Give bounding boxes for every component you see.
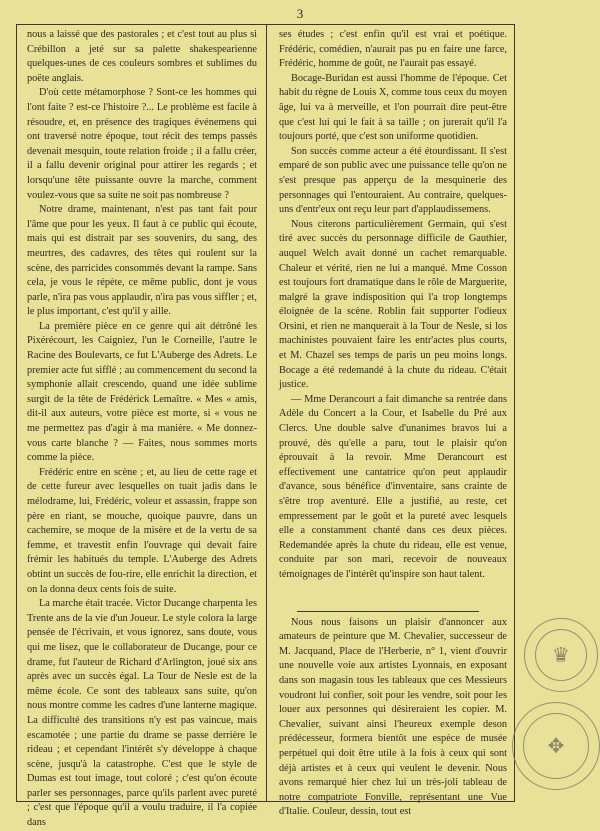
paragraph: nous a laissé que des pastorales ; et c'est tout au plus si Crébillon a jeté sur sa palette shakespearienne quelques-unes de ces couleurs sombres et sublimes du poëte anglais. — [27, 29, 257, 84]
paragraph: Nous citerons particulièrement Germain, qui s'est tiré avec succès du personnage difficile de Gauthier, auquel Welch avait donné un cachet remarquable. Chaleur et vérité, rien ne lui a manqué. Mme Cosson est toujours fort dramatique dans le rôle de Marguerite, malgré la grave indisposition qui l'a trop longtemps éloignée de la scène. Roblin fait supporter l'odieux Orsini, et rien ne manquerait à la Tour de Nesle, si los machinistes pouvaient faire les entr'actes plus courts, et M. Chazel ses temps de paris un peu moins longs. Bocage a été redemandé à la chute du rideau. C'était justice. — [279, 218, 507, 391]
paragraph: Bocage-Buridan est aussi l'homme de l'époque. Cet habit du règne de Louis X, comme tous ceux du moyen âge, lui va à merveille, et l'on pourrait dire peut-être que c'est lui qui le fait à sa taille ; on jurerait qu'il l'a toujours porté, que c'est son uniforme quotidien. — [279, 72, 507, 143]
paragraph: La marche était tracée. Victor Ducange charpenta les Trente ans de la vie d'un Joueur. Le style colora la large pensée de l'écrivain, et vous ignorez, sans doute, vous qui me lisez, que le collaborateur de Ducange, pour ce drame, fut l'auteur de Richard d'Arlington, joué six ans après avec un succès égal. La Tour de Nesle est de la même école. Ce sont des tableaux sans suite, qu'on nous montre comme les cadres d'une lanterne magique. La difficulté des transitions n'y est pas vaincue, mais escamotée ; une partie du drame se passe derrière le rideau ; et cependant l'intérêt s'y développe à chaque scène, jusqu'à la catastrophe. C'est que le style de Dumas est tout image, tout coloré ; c'est qu'on écoute parler ses personnages, parce qu'ils parlent avec pureté ; c'est que l'époque qu'il a voulu traduire, il l'a copiée dans — [27, 598, 257, 829]
newspaper-frame — [16, 24, 515, 829]
timbre-stamp-2 — [512, 702, 600, 790]
paragraph: D'où cette métamorphose ? Sont-ce les hommes qui l'ont faite ? est-ce l'histoire ?... Le problème est facile à résoudre, et, en présence des tragiques événemens qui ont traversé notre époque, tout récit des temps passés devenait mesquin, toute relation froide ; il a fallu créer, il a fallu devenir original pour attirer les regards ; et lorsqu'une tête puissante ouvre la marche, comment voulez-vous que sa suite ne soit pas nombreuse ? — [27, 87, 257, 201]
notice-paragraph: Nous nous faisons un plaisir d'annoncer aux amateurs de peinture que M. Chevalier, successeur de M. Jacquand, Place de l'Herberie, n° 1, vient d'ouvrir une nouvelle voie aux artistes Lyonnais, en exposant dans son magasin tous les tableaux que ces Messieurs voudront lui confier, soit pour les vendre, soit pour les louer aux personnes qui désireraient les copier. M. Chevalier, suivant ainsi l'heureux exemple deson prédécesseur, formera bientôt une espèce de musée perpétuel qui doit être utile à la fois à ceux qui sont déjà artistes et à ceux qui veulent le devenir. Nous avons remarqué hier chez lui un très-joli tableau de notre compatriote Fonville, représentant une Vue d'Italie. Couleur, dessin, tout est — [279, 616, 507, 818]
column-divider — [266, 25, 267, 801]
timbre-stamp-1 — [524, 618, 598, 692]
right-column — [279, 28, 507, 820]
crown-icon: ♛ — [552, 644, 570, 667]
page-number: 3 — [296, 6, 304, 21]
section-separator — [297, 591, 479, 612]
eagle-icon: ✥ — [547, 735, 565, 758]
paragraph: La première pièce en ce genre qui ait détrôné les Pixérécourt, les Caigniez, l'un le Corneille, l'autre le Racine des Boulevarts, ce fut L'Auberge des Adrets. Le premier acte fut sifflé ; au commencement du second la symphonie allait crescendo, quand une idée sublime surgit de la tête de Frédérick Lemaître. « Mes « amis, dit-il aux auteurs, votre pièce est morte, si « vous ne me permettez pas d'agir à ma manière. « Me donnez-vous carte blanche ? — Faites, nous sommes morts comme la pièce. — [27, 320, 257, 464]
left-column — [27, 28, 257, 831]
paragraph: — Mme Derancourt a fait dimanche sa rentrée dans Adèle du Concert a la Cour, et Isabelle du Pré aux Clercs. Une double salve d'unanimes bravos lui a prouvé, dès qu'elle a paru, tout le plaisir qu'on éprouvait à la revoir. Mme Derancourt est effectivement une cantatrice qu'on peut applaudir d'avance, sous bénéfice d'inventaire, sans crainte de s'être trop aventuré. Elle a justifié, au reste, cet empressement par le goût et la pureté avec lesquels elle a constamment chanté dans ces deux pièces. Redemandée après la chute du rideau, elle est venue, conduite par son mari, recevoir de nouveaux témoignages de l'intérêt qu'inspire son haut talent. — [279, 393, 507, 580]
paragraph: ses études ; c'est enfin qu'il est vrai et poétique. Frédéric, comédien, n'aurait pas pu en faire une farce, Frédéric, homme de goût, ne l'aurait pas essayé. — [279, 29, 507, 70]
paragraph: Notre drame, maintenant, n'est pas tant fait pour l'âme que pour les yeux. Il faut à ce public qui écoute, mais qui est distrait par ses souvenirs, du sang, des meurtres, des cadavres, des têtes qui roulent sur la scène, des parricides consommés devant la rampe. Sans cela, je vous le répète, ce même public, dont je vous parle, n'ira pas vous applaudir, n'ira pas vous siffler ; et, le plus important, c'est qu'il y aille. — [27, 204, 257, 318]
paragraph: Son succès comme acteur a été étourdissant. Il s'est emparé de son public avec une puissance telle qu'on ne s'est presque pas apperçu de la mesquinerie des personnages qui l'entouraient. Au contraire, quelques-uns d'entr'eux ont reçu leur part d'applaudissemens. — [279, 145, 507, 216]
paragraph: Frédéric entre en scène ; et, au lieu de cette rage et de cette fureur avec lesquelles on tuait jadis dans le mélodrame, lui, Frédéric, voleur et assassin, frappe son père en riant, se mouche, quoique pauvre, dans un cachemire, se moque de la misère et de la vertu de sa femme, et travestit enfin l'ouvrage qui devait faire frémir les habitués du temple. L'Auberge des Adrets obtint un succès de fou-rire, elle enrichit la direction, et on la donna deux cents fois de suite. — [27, 466, 257, 595]
